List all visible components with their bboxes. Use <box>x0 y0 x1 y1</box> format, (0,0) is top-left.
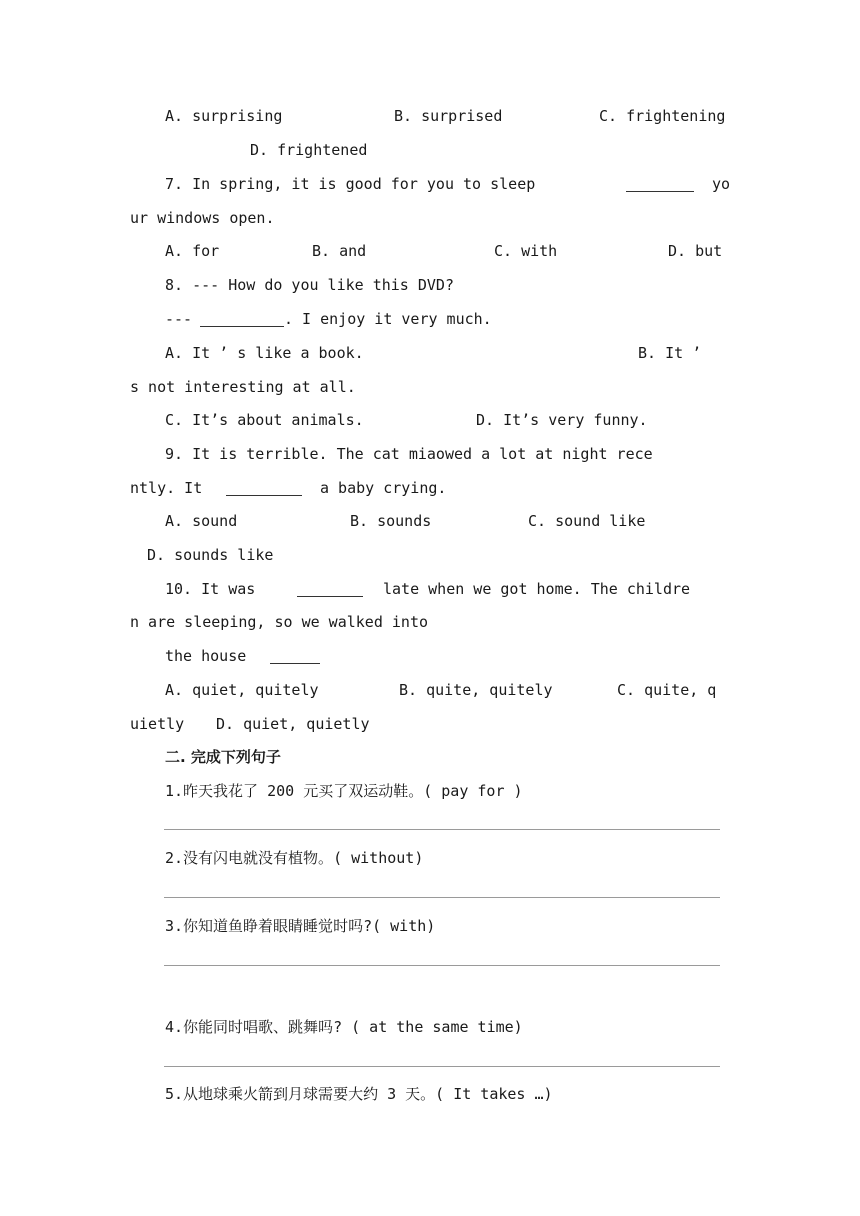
q8-option-b-cont: s not interesting at all. <box>130 378 356 396</box>
answer-line-2[interactable] <box>164 897 720 898</box>
q7-answer-blank[interactable] <box>626 176 694 192</box>
q9-stem: 9. It is terrible. The cat miaowed a lot at night rece <box>165 445 653 463</box>
sentence-item-2: 2.没有闪电就没有植物。( without) <box>165 849 424 867</box>
q9-option-d: D. sounds like <box>147 546 274 564</box>
q8-reply-suffix: . I enjoy it very much. <box>284 310 492 328</box>
q8-reply-prefix: --- <box>165 310 193 328</box>
sentence-item-4: 4.你能同时唱歌、跳舞吗? ( at the same time) <box>165 1018 523 1036</box>
q7-stem-cont: ur windows open. <box>130 209 275 227</box>
answer-line-3[interactable] <box>164 965 720 966</box>
q8-option-c: C. It’s about animals. <box>165 411 364 429</box>
q10-option-c-cont: uietly <box>130 715 185 733</box>
q6-option-a: A. surprising <box>165 107 283 125</box>
q8-option-d: D. It’s very funny. <box>476 411 648 429</box>
q9-option-c: C. sound like <box>528 512 646 530</box>
q9-answer-blank[interactable] <box>226 480 302 496</box>
q9-stem-cont-end: a baby crying. <box>320 479 447 497</box>
sentence-item-5: 5.从地球乘火箭到月球需要大约 3 天。( It takes …) <box>165 1085 553 1103</box>
sentence-item-3: 3.你知道鱼睁着眼睛睡觉时吗?( with) <box>165 917 436 935</box>
q10-option-a: A. quiet, quitely <box>165 681 319 699</box>
q8-option-b: B. It ’ <box>638 344 702 362</box>
section-heading: 二. 完成下列句子 <box>165 748 281 766</box>
q8-answer-blank[interactable] <box>200 311 284 327</box>
q6-option-c: C. frightening <box>599 107 726 125</box>
q10-option-c: C. quite, q <box>617 681 717 699</box>
q9-stem-cont-start: ntly. It <box>130 479 203 497</box>
q9-option-b: B. sounds <box>350 512 432 530</box>
q10-option-b: B. quite, quitely <box>399 681 553 699</box>
q10-stem-start: 10. It was <box>165 580 256 598</box>
q7-option-c: C. with <box>494 242 558 260</box>
q8-stem: 8. --- How do you like this DVD? <box>165 276 454 294</box>
q7-option-a: A. for <box>165 242 220 260</box>
q8-option-a: A. It ’ s like a book. <box>165 344 364 362</box>
q7-option-b: B. and <box>312 242 367 260</box>
q7-stem <box>165 174 535 194</box>
answer-line-1[interactable] <box>164 829 720 830</box>
q9-option-a: A. sound <box>165 512 238 530</box>
q10-stem-cont: n are sleeping, so we walked into <box>130 613 429 631</box>
q7-stem-end: yo <box>712 175 731 193</box>
q7-stem-start: 7. In spring, it is good for you to sleep <box>165 175 536 193</box>
sentence-item-1: 1.昨天我花了 200 元买了双运动鞋。( pay for ) <box>165 782 523 800</box>
q10-second-blank[interactable] <box>270 648 320 664</box>
q10-option-d: D. quiet, quietly <box>216 715 370 733</box>
q10-answer-blank[interactable] <box>297 581 363 597</box>
answer-line-4[interactable] <box>164 1066 720 1067</box>
q10-stem-end: late when we got home. The childre <box>383 580 691 598</box>
q6-option-b: B. surprised <box>394 107 503 125</box>
q7-option-d: D. but <box>668 242 723 260</box>
q6-option-d: D. frightened <box>250 141 368 159</box>
q10-stem-cont2: the house <box>165 647 247 665</box>
